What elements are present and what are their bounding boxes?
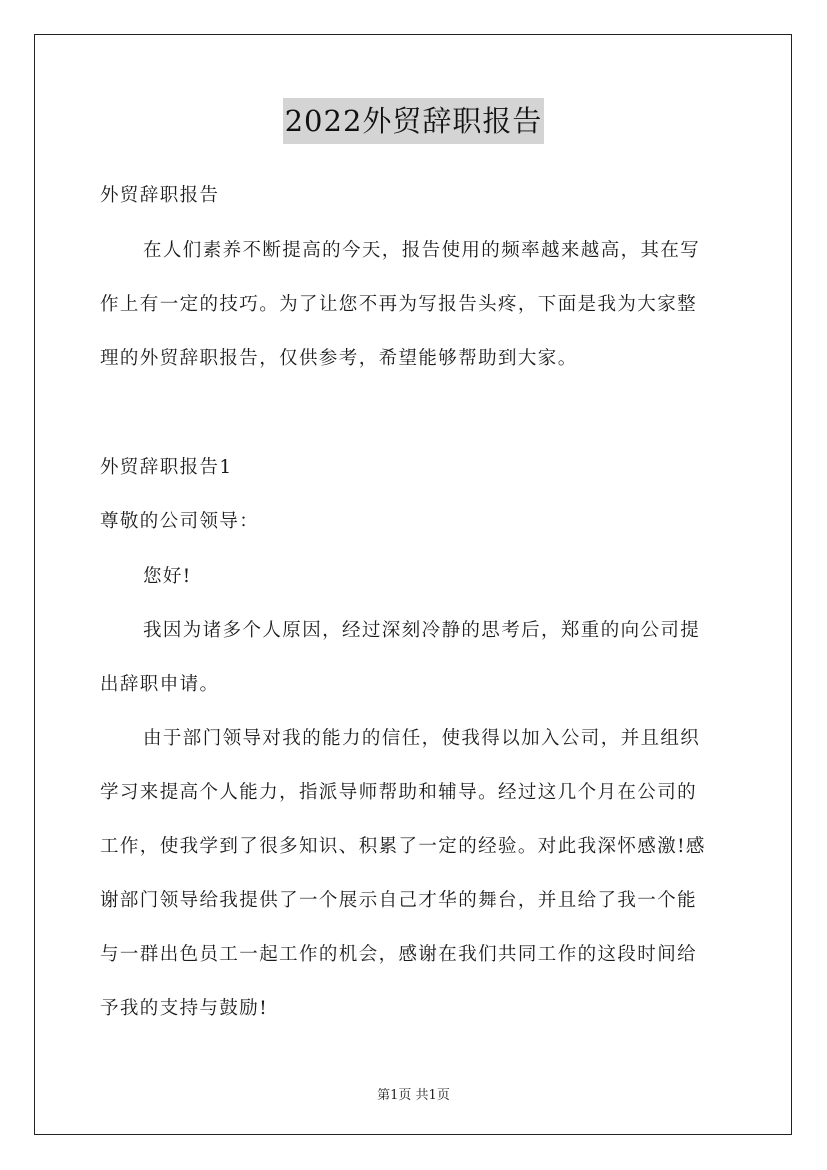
salutation: 尊敬的公司领导： bbox=[100, 511, 260, 532]
document-title: 2022外贸辞职报告 bbox=[283, 98, 545, 144]
title-container bbox=[0, 98, 827, 144]
paragraph-line: 我因为诸多个人原因，经过深刻冷静的思考后，郑重的向公司提 bbox=[143, 620, 701, 641]
paragraph-line: 工作，使我学到了很多知识、积累了一定的经验。对此我深怀感激!感 bbox=[100, 836, 706, 857]
paragraph-line: 谢部门领导给我提供了一个展示自己才华的舞台，并且给了我一个能 bbox=[100, 890, 698, 911]
greeting: 您好! bbox=[143, 566, 192, 587]
intro-line: 在人们素养不断提高的今天，报告使用的频率越来越高，其在写 bbox=[143, 240, 701, 261]
document-subtitle: 外贸辞职报告 bbox=[100, 185, 220, 206]
paragraph-line: 与一群出色员工一起工作的机会，感谢在我们共同工作的这段时间给 bbox=[100, 944, 698, 965]
section-heading: 外贸辞职报告1 bbox=[100, 457, 233, 478]
paragraph-line: 学习来提高个人能力，指派导师帮助和辅导。经过这几个月在公司的 bbox=[100, 782, 698, 803]
paragraph-line: 由于部门领导对我的能力的信任，使我得以加入公司，并且组织 bbox=[143, 728, 701, 749]
page-footer: 第1页 共1页 bbox=[377, 1088, 450, 1103]
paragraph-line: 出辞职申请。 bbox=[100, 674, 220, 695]
paragraph-line: 予我的支持与鼓励! bbox=[100, 998, 269, 1019]
intro-line: 作上有一定的技巧。为了让您不再为写报告头疼，下面是我为大家整 bbox=[100, 294, 698, 315]
intro-line: 理的外贸辞职报告，仅供参考，希望能够帮助到大家。 bbox=[100, 348, 578, 369]
